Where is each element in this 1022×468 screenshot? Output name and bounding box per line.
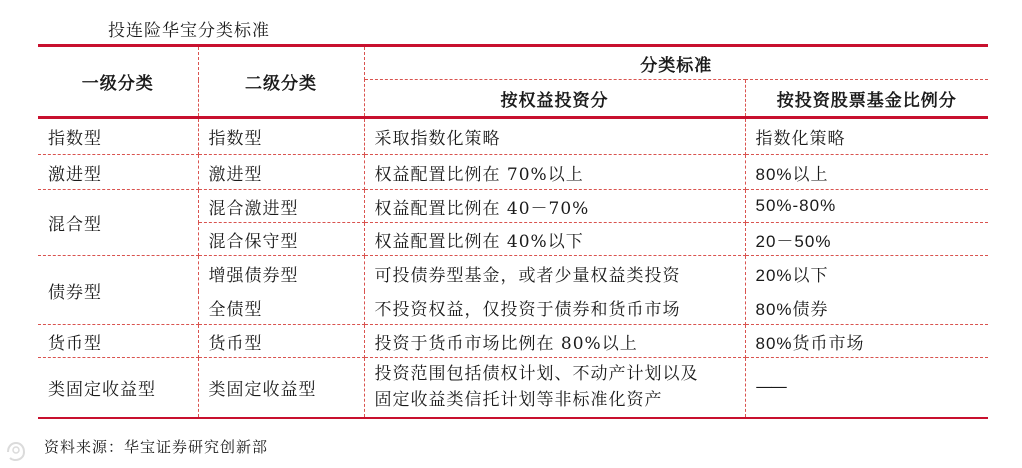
table-row — [38, 358, 988, 418]
source-note: 资料来源：华宝证券研究创新部 — [44, 438, 269, 456]
cell-equity — [364, 358, 745, 418]
header-by-stock-fund: 按投资股票基金比例分 — [745, 80, 988, 118]
cell-stock: —— — [755, 377, 786, 398]
classification-table — [38, 44, 988, 419]
header-level1: 一级分类 — [38, 46, 198, 118]
table-caption: 投连险华宝分类标准 — [108, 21, 270, 41]
cell-equity: 投资于货币市场比例在 80%以上 — [364, 325, 745, 358]
table-row — [38, 256, 988, 291]
cell-equity: 权益配置比例在 40－70% — [364, 190, 745, 223]
cell-level1: 混合型 — [38, 190, 198, 256]
cell-stock: 80%货币市场 — [745, 325, 988, 358]
cell-level2: 混合激进型 — [198, 190, 364, 223]
cell-level2: 类固定收益型 — [198, 358, 364, 418]
cell-level2: 混合保守型 — [198, 223, 364, 256]
cell-level2: 全债型 — [198, 291, 364, 325]
cell-level2: 激进型 — [198, 155, 364, 190]
cell-equity: 采取指数化策略 — [364, 118, 745, 155]
cell-equity: 可投债券型基金，或者少量权益类投资 — [364, 256, 745, 291]
table-row — [38, 118, 988, 155]
cell-level2: 增强债券型 — [198, 256, 364, 291]
cell-equity: 不投资权益，仅投资于债券和货币市场 — [364, 291, 745, 325]
cell-equity-line1: 投资范围包括债权计划、不动产计划以及 — [374, 364, 699, 385]
cell-equity: 权益配置比例在 70%以上 — [364, 155, 745, 190]
cell-level1: 债券型 — [38, 256, 198, 325]
cell-stock: 50%-80% — [745, 190, 988, 223]
header-level2: 二级分类 — [198, 46, 364, 118]
cell-level1: 货币型 — [38, 325, 198, 358]
cell-level1: 激进型 — [38, 155, 198, 190]
cell-stock: 20%以下 — [755, 265, 829, 285]
table-row — [38, 155, 988, 190]
cell-level2: 货币型 — [198, 325, 364, 358]
cell-stock: 20－50% — [745, 223, 988, 256]
cell-stock: 80%债券 — [745, 291, 988, 325]
header-by-equity: 按权益投资分 — [364, 80, 745, 118]
table-row — [38, 325, 988, 358]
cell-stock: 80%以上 — [745, 155, 988, 190]
cell-equity-line2: 固定收益类信托计划等非标准化资产 — [374, 390, 663, 411]
table-row — [38, 190, 988, 223]
cell-level1: 指数型 — [38, 118, 198, 155]
cell-stock: 指数化策略 — [745, 118, 988, 155]
header-standard: 分类标准 — [364, 46, 988, 80]
cell-equity: 权益配置比例在 40%以下 — [364, 223, 745, 256]
cell-level1: 类固定收益型 — [38, 358, 198, 418]
cell-level2: 指数型 — [198, 118, 364, 155]
